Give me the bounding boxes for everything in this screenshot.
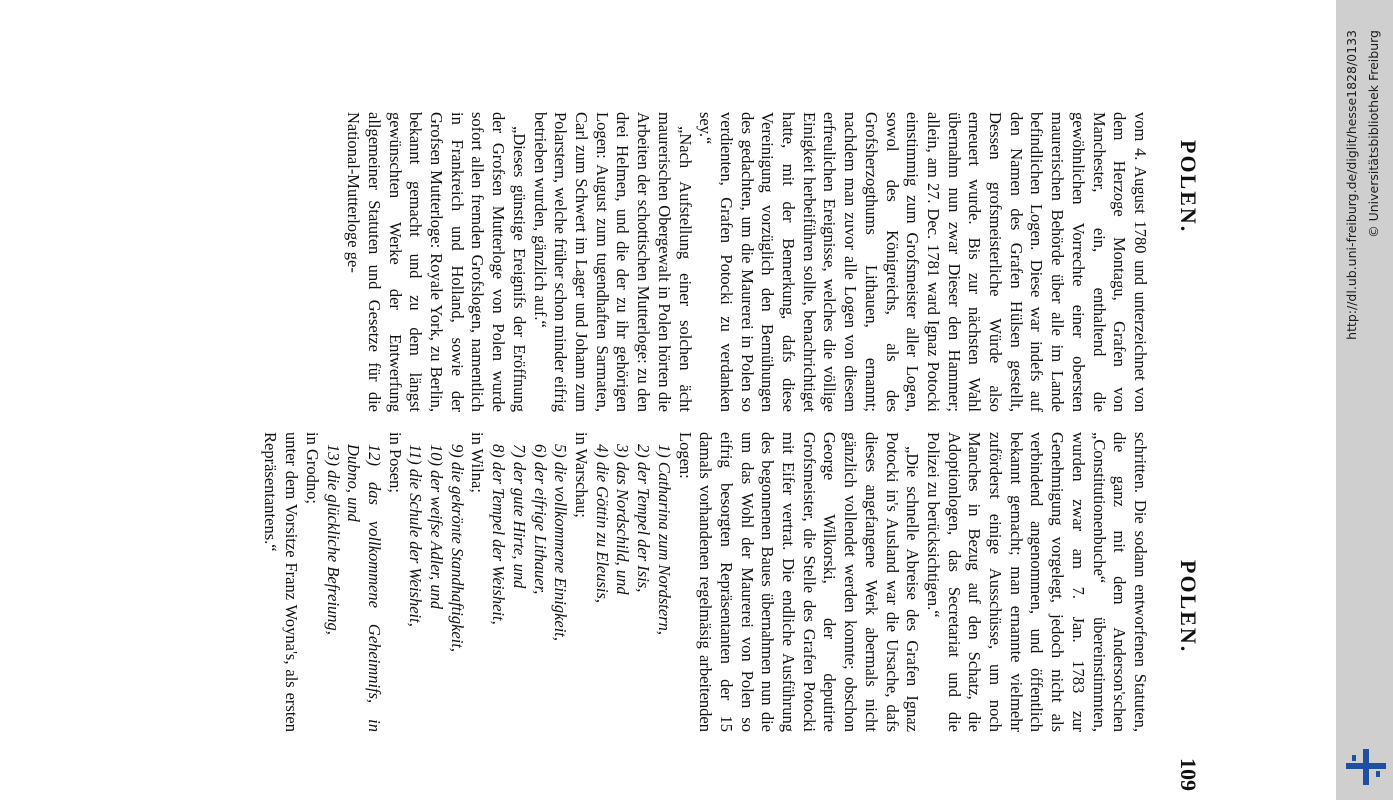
place-line: in Posen;	[385, 432, 405, 493]
list-item: 2) der Tempel der Isis,	[634, 444, 654, 593]
list-item: 3) das Nordschild, und	[613, 444, 633, 595]
list-item: 4) die Göttin zu Eleusis,	[592, 444, 612, 604]
list-item: 6) der eifrige Lithauer,	[530, 444, 550, 595]
lodge-list-warschau	[591, 432, 674, 732]
ub-freiburg-logo-icon	[1344, 745, 1388, 789]
page-number: 109	[1176, 758, 1201, 791]
lodge-list-wilna	[488, 432, 571, 732]
paragraph: „Nach Aufstellung einer solchen ächt maurerischen Obergewalt in Polen hörten die Arbeiten der schottischen Mutterloge: zu den drei Helmen, und die der zu ihr gehörigen Logen: August zum tugendhaften Sarmaten, Carl zum Schwert im Lager und Johann zum Polarstern, welche früher schon minder eifrig betrieben wurden, gänzlich auf.“	[530, 112, 695, 412]
place-line: in Grodno;	[302, 432, 322, 504]
copyright-notice: © Universitätsbibliothek Freiburg	[1366, 30, 1381, 238]
permalink-url[interactable]: http://dl.ub.uni-freiburg.de/diglit/hesse1828/0133	[1344, 30, 1359, 340]
lodge-list-dubno-grodno	[322, 432, 384, 732]
paragraph: „Die schnelle Abreise des Grafen Ignaz Potocki in's Ausland war die Ursache, dafs dieses angefangene Werk abermals nicht gänzlich vollendet werden konnte; obschon George Wilkorski, der deputirte Grofsmeister, die Stelle des Grafen Potocki mit Eifer vertrat. Die endliche Ausführung des begonnenen Baues übernahmen nun die um das Wohl der Maurerei von Polen so eifrig besorgten Repräsentanten der 15 damals vorhandenen regelmäsig arbeitenden Logen:	[675, 432, 923, 732]
viewer-sidebar	[1336, 0, 1393, 800]
list-item: 5) die vollkommene Einigkeit,	[551, 444, 571, 642]
list-item: 12) das vollkommene Geheimnifs, in Dubno, und	[344, 444, 384, 732]
running-head-right: POLEN.	[1176, 560, 1201, 654]
lodge-list-posen	[405, 432, 467, 732]
list-item: 1) Catharina zum Nordstern,	[654, 444, 674, 635]
list-item: 10) der weifse Adler, und	[427, 444, 447, 610]
list-item: 13) die glückliche Befreiung,	[323, 444, 343, 635]
right-text-column	[261, 432, 1150, 732]
list-item: 7) der gute Hirte, und	[509, 444, 529, 589]
list-item: 9) die gekrönte Standhaftigkeit,	[447, 444, 467, 653]
running-head-left: POLEN.	[1176, 140, 1201, 234]
list-item: 8) der Tempel der Weisheit,	[489, 444, 509, 625]
paragraph: „Dieses günstige Ereignifs der Eröffnung der Grofsen Mutterloge von Polen wurde sofort allen fremden Grofslogen, namentlich in Frankreich und Holland, sowie der Grofsen Mutterloge: Royale York, zu Berlin, bekannt gemacht und zu dem längst gewünschten Werke der Entwerfung allgemeiner Statuten und Gesetze für die National-Mutterloge ge-	[344, 112, 529, 412]
left-text-column	[344, 112, 1150, 412]
list-item: 11) die Schule der Weisheit,	[406, 444, 426, 627]
paragraph: schritten. Die sodann entworfenen Statuten, die ganz mit dem Anderson'schen „Constitutionenbuche“ übereinstimmten, wurden zwar am 7. Jan. 1783 zur Genehmigung vorgelegt, jedoch nicht als verbindend angenommen, und öffentlich bekannt gemacht; man ernannte vielmehr zuförderst einige Ausschüsse, um noch Manches in Bezug auf den Schatz, die Adoptionlogen, das Secretariat und die Polizei zu berücksichtigen.“	[923, 432, 1150, 732]
place-line: in Wilna;	[468, 432, 488, 493]
place-line: in Warschau;	[572, 432, 592, 518]
paragraph: unter dem Vorsitze Franz Woyna's, als ersten Repräsentantens.“	[261, 432, 302, 732]
paragraph: vom 4. August 1780 und unterzeichnet von dem Herzoge Montagu, Grafen von Manchester, ein, enthaltend die gewöhnlichen Vorrechte einer obersten maurerischen Behörde über alle im Lande befindlichen Logen. Diese war indefs auf den Namen des Grafen Hülsen gestellt, Dessen grofsmeisterliche Würde also erneuert wurde. Bis zur nächsten Wahl übernahm nun zwar Dieser den Hammer; allein, am 27. Dec. 1781 ward Ignaz Potocki einstimmig zum Grofsmeister aller Logen, sowol des Königreichs, als des Grofsherzogthums Lithauen, ernannt; nachdem man zuvor alle Logen von diesem erfreulichen Ereignisse, welches die völlige Einigkeit herbeiführen sollte, benachrichtiget hatte, mit der Bemerkung, dafs diese Vereinigung vorzüglich den Bemühungen des gedachten, um die Maurerei in Polen so verdienten, Grafen Potocki zu verdanken sey.“	[696, 112, 1150, 412]
